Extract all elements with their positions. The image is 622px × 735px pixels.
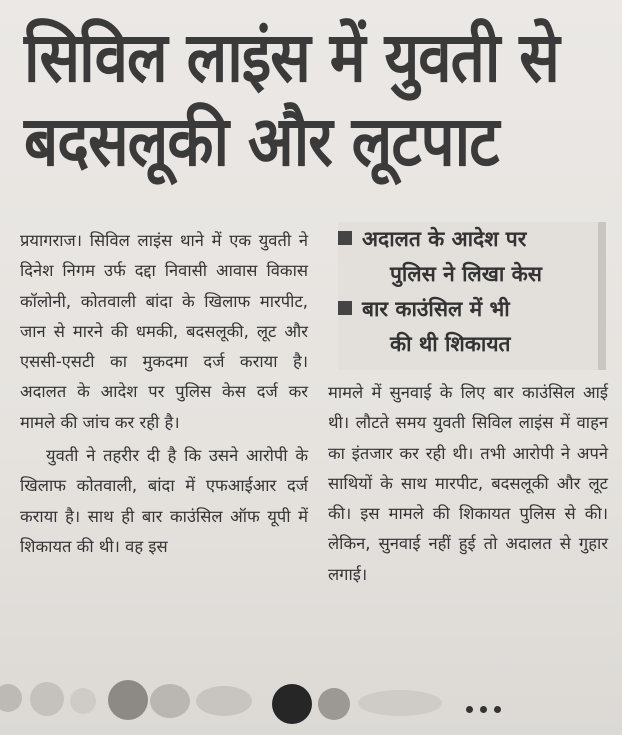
headline [24, 16, 610, 184]
paragraph-3: मामले में सुनवाई के लिए बार काउंसिल आई थी। लौटते समय युवती सिविल लाइंस में वाहन का इंतजार कर रही थी। तभी आरोपी ने अपने साथियों के साथ मारपीट, बदसलूकी और लूट की। इस मामले की शिकायत पुलिस से की। लेकिन, सुनवाई नहीं हुई तो अदालत से गुहार लगाई। [328, 383, 608, 584]
subhead-1-line-2: पुलिस ने लिखा केस [390, 262, 543, 286]
article-column-right [328, 378, 608, 590]
decorative-dot [494, 706, 501, 713]
decorative-dot [0, 684, 22, 712]
subhead-box [338, 222, 600, 370]
headline-line-2: बदसलूकी और लूटपाट [24, 101, 499, 183]
decorative-dot [318, 688, 350, 720]
decorative-dot [70, 688, 96, 714]
subhead-bar [598, 222, 606, 370]
decorative-dot [358, 690, 442, 716]
decorative-dot [30, 682, 64, 716]
paragraph-1: प्रयागराज। सिविल लाइंस थाने में एक युवती ने दिनेश निगम उर्फ दद्दा निवासी आवास विकास कॉलोनी, कोतवाली बांदा के खिलाफ मारपीट, जान से मारने की धमकी, बदसलूकी, लूट और एससी-एसटी का मुकदमा दर्ज कराया है। अदालत के आदेश पर पुलिस केस दर्ज कर मामले की जांच कर रही है। [20, 231, 308, 432]
decorative-dot [150, 684, 190, 718]
page-edge-dots [0, 670, 622, 735]
subhead-2-line-2: की थी शिकायत [390, 332, 511, 356]
article-column-left [20, 226, 308, 562]
subhead-2-line-1: बार काउंसिल में भी [338, 292, 600, 327]
paragraph-2: युवती ने तहरीर दी है कि उसने आरोपी के खिलाफ कोतवाली, बांदा में एफआईआर दर्ज कराया है। साथ ही बार काउंसिल ऑफ यूपी में शिकायत की थी। वह इस [20, 446, 308, 556]
subhead-1-line-1: अदालत के आदेश पर [338, 222, 600, 257]
bullet-square-icon [338, 231, 352, 245]
decorative-dot [480, 706, 487, 713]
bullet-square-icon [338, 301, 352, 315]
decorative-dot [108, 680, 148, 720]
headline-line-1: सिविल लाइंस में युवती से [24, 17, 559, 99]
decorative-dot [196, 686, 252, 716]
decorative-dot [466, 706, 473, 713]
decorative-dot [272, 684, 312, 724]
